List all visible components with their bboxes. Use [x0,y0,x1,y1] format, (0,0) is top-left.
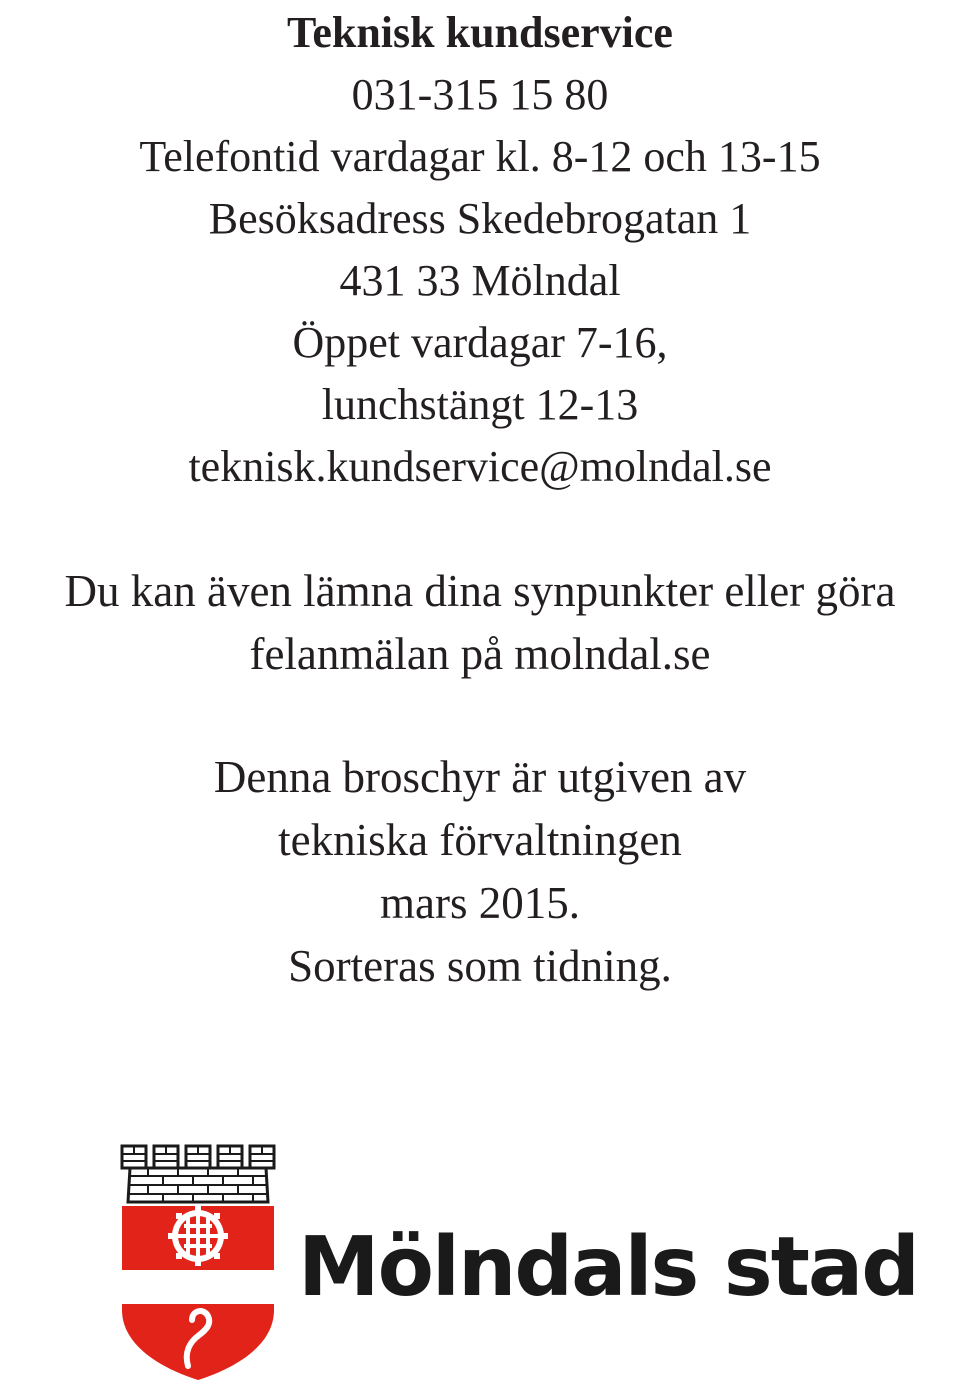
contact-email: teknisk.kundservice@molndal.se [188,442,772,491]
contact-opening-hours: Öppet vardagar 7-16, [292,318,668,367]
contact-address-street: Besöksadress Skedebrogatan 1 [208,194,752,243]
colophon-line-2: tekniska förvaltningen [278,815,682,865]
contact-heading: Teknisk kundservice [287,8,673,57]
molndal-wordmark: Mölndals stad [298,1220,918,1315]
molndal-coat-of-arms-icon [118,1140,278,1382]
feedback-line-1: Du kan även lämna dina synpunkter eller göra [64,566,896,616]
colophon-line-4: Sorteras som tidning. [288,941,672,991]
feedback-block [0,560,960,686]
contact-lunch-closed: lunchstängt 12-13 [321,380,639,429]
colophon-line-3: mars 2015. [380,878,580,928]
colophon-line-1: Denna broschyr är utgiven av [213,752,747,802]
contact-block [0,0,960,498]
feedback-line-2: felanmälan på molndal.se [249,629,711,679]
colophon-block [0,746,960,998]
contact-phone: 031-315 15 80 [351,70,609,119]
contact-phone-hours: Telefontid vardagar kl. 8-12 och 13-15 [139,132,821,181]
contact-address-city: 431 33 Mölndal [339,256,621,305]
molndal-logo [118,1140,918,1380]
